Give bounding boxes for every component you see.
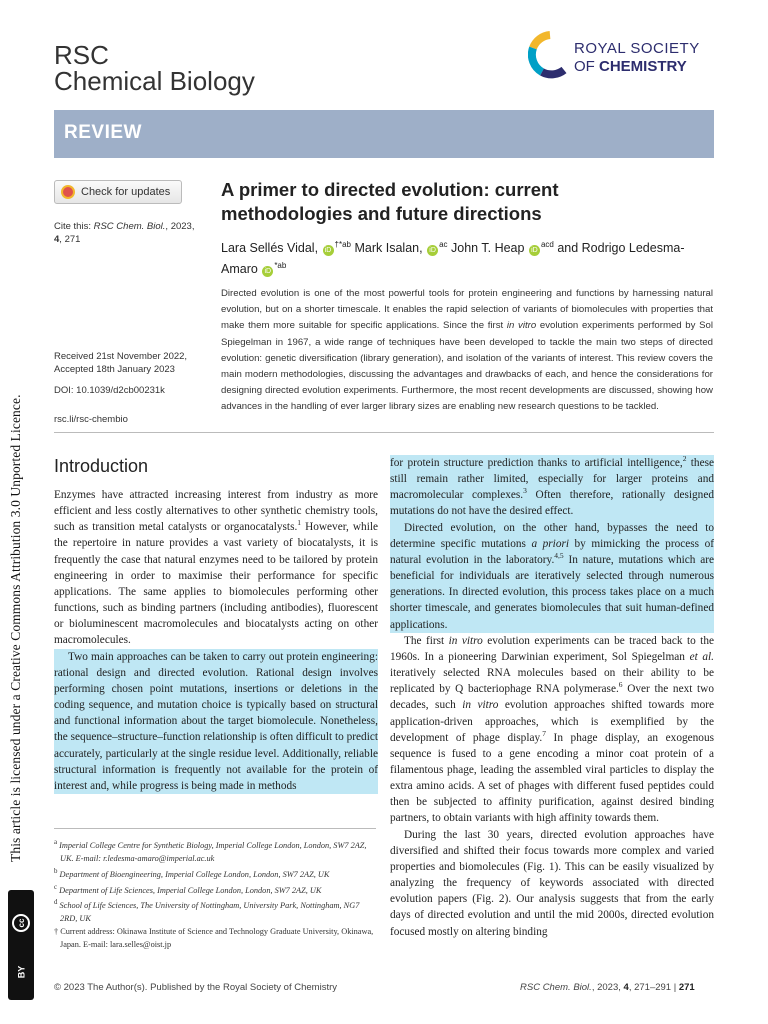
orcid-icon[interactable]: iD bbox=[262, 266, 273, 277]
citation: Cite this: RSC Chem. Biol., 2023, 4, 271 bbox=[54, 221, 195, 245]
author-list: Lara Sellés Vidal, $iD^{\dagger*ab}$ Mark Isalan, $iD^{ac}$ John T. Heap $iD^{acd}$ and Rodrigo Ledesma-Amaro $iD^{*ab}$ bbox=[221, 240, 685, 277]
publisher-logo[interactable]: ROYAL SOCIETY OF CHEMISTRY bbox=[528, 30, 718, 85]
rsc-logo-icon bbox=[528, 30, 572, 80]
cc-icon: cc bbox=[12, 914, 30, 932]
divider bbox=[54, 432, 714, 433]
abstract: Directed evolution is one of the most powerful tools for protein engineering and functions by harnessing natural evolution, but on a shorter timescale. It enables the rapid selection of variants of biomolecules with properties that make them more suitable for specific applications. Since the first in vitro evolution experiments performed by Sol Spiegelman in 1967, a wide range of techniques have been developed to tackle the main two steps of directed evolution: genetic diversification (library generation), and isolation of the variants of interest. This review covers the main modern methodologies, discussing the advantages and drawbacks of each, and hence the considerations for designing directed evolution experiments. Furthermore, the most recent developments are discussed, showing how advances in the handling of ever larger library sizes are enabling new research questions to be tackled. bbox=[221, 288, 713, 413]
update-icon bbox=[61, 185, 75, 199]
section-banner: REVIEW bbox=[54, 110, 714, 158]
footnotes: $^a$ Imperial College Centre for Synthetic Biology, Imperial College London, London, SW7 2AZ, UK. E-mail: r.ledesma-amaro@imperial.ac.uk $^b$ Department of Bioengineering, Imperial College London, London, SW7 2AZ, UK $^c$ Department of Life Sciences, Imperial College London, London, SW7 2AZ, UK $^d$ School of Life Sciences, The University of Nottingham, University Park, Nottingham, NG7 2RD, UK † Current address: Okinawa Institute of Science and Technology Graduate University, Okinawa, Japan. E-mail: lara.selles@oist.jp bbox=[54, 839, 374, 950]
by-icon: BY bbox=[15, 965, 26, 978]
page-footer: RSC Chem. Biol., 2023, 4, 271–291 | 271 bbox=[520, 982, 695, 993]
cc-license-badge[interactable] bbox=[8, 890, 34, 1000]
footnote-divider bbox=[54, 828, 376, 829]
check-for-updates-button[interactable]: Check for updates bbox=[54, 180, 182, 204]
license-side-text: This article is licensed under a Creative Commons Attribution 3.0 Unported Licence. bbox=[8, 394, 23, 862]
article-title: A primer to directed evolution: current methodologies and future directions bbox=[221, 179, 559, 224]
right-column: for protein structure prediction thanks to artificial intelligence,$^2$ these still remain rather limited, especially for larger proteins and macromolecular complexes.$^3$ Often therefore, rationally designed mutations do not have the desired effect. Directed evolution, on the other hand, bypasses the need to determine specific mutations a priori by mimicking the process of natural evolution in the laboratory.$^{4,5}$ In nature, mutations which are beneficial for individuals are iteratively selected through numerous generations. In directed evolution, this process takes place on a much shorter timescale, and generates biomolecules that suit human-defined applications. The first in vitro evolution experiments can be traced back to the 1960s. In a pioneering Darwinian experiment, Sol Spiegelman et al. iteratively selected RNA molecules based on their ability to be replicated by Q bacteriophage RNA polymerase.$^6$ Over the next two decades, such in vitro evolution approaches shifted towards more application-driven approaches, which is exemplified by the development of phage display.$^7$ In phage display, an exogenous sequence is fused to a gene encoding a minor coat protein of a filamentous phage, leading the assembled viral particles to display the extra amino acids. A set of phages with different fused peptides could then be subjected to affinity purification, against desired binding partners, to obtain variants with high affinity towards them. During the last 30 years, directed evolution approaches have diversified and shifted their focus towards more complex and varied properties and biomolecules (Fig. 1). This can be easily visualized by analyzing the frequency of keywords associated with directed evolution papers (Fig. 2). Our analysis suggests that from the early days of directed evolution and until the mid 2000s, directed evolution focused mostly on altering binding bbox=[390, 454, 714, 938]
copyright-footer: © 2023 The Author(s). Published by the Royal Society of Chemistry bbox=[54, 982, 337, 993]
journal-url[interactable]: rsc.li/rsc-chembio bbox=[54, 414, 128, 425]
dates: Received 21st November 2022, Accepted 18th January 2023 bbox=[54, 351, 188, 375]
doi-link[interactable]: DOI: 10.1039/d2cb00231k bbox=[54, 385, 165, 396]
orcid-icon[interactable]: iD bbox=[323, 245, 334, 256]
orcid-icon[interactable]: iD bbox=[427, 245, 438, 256]
orcid-icon[interactable]: iD bbox=[529, 245, 540, 256]
journal-title: RSC Chemical Biology bbox=[54, 40, 255, 96]
section-heading: Introduction bbox=[54, 456, 149, 476]
left-column: Enzymes have attracted increasing interest from industry as more efficient and less costly alternatives to other synthetic chemistry tools, such as transition metal catalysts or organocatalysts.$^1$ However, while the repertoire in nature provides a vast variety of biocatalysts, it is frequently the case that natural enzymes need to be tailored by protein engineering in order to maximise their performance for specific applications. The same applies to biomolecules performing other functions, such as binding partners (including antibodies), fluorescent or bioluminescent macromolecules and biocatalysts acting on other macromolecules. Two main approaches can be taken to carry out protein engineering: rational design and directed evolution. Rational design involves performing chosen point mutations, insertions or deletions in the coding sequence, and mutation choice is typically based on structural and functional information about the target biomolecule. Nonetheless, the sequence–structure–function relationship is often difficult to predict accurately, particularly at the single residue level. Additionally, reliable structural information is frequently not available for the protein of interest and, while progress is being made in methods bbox=[54, 487, 378, 794]
